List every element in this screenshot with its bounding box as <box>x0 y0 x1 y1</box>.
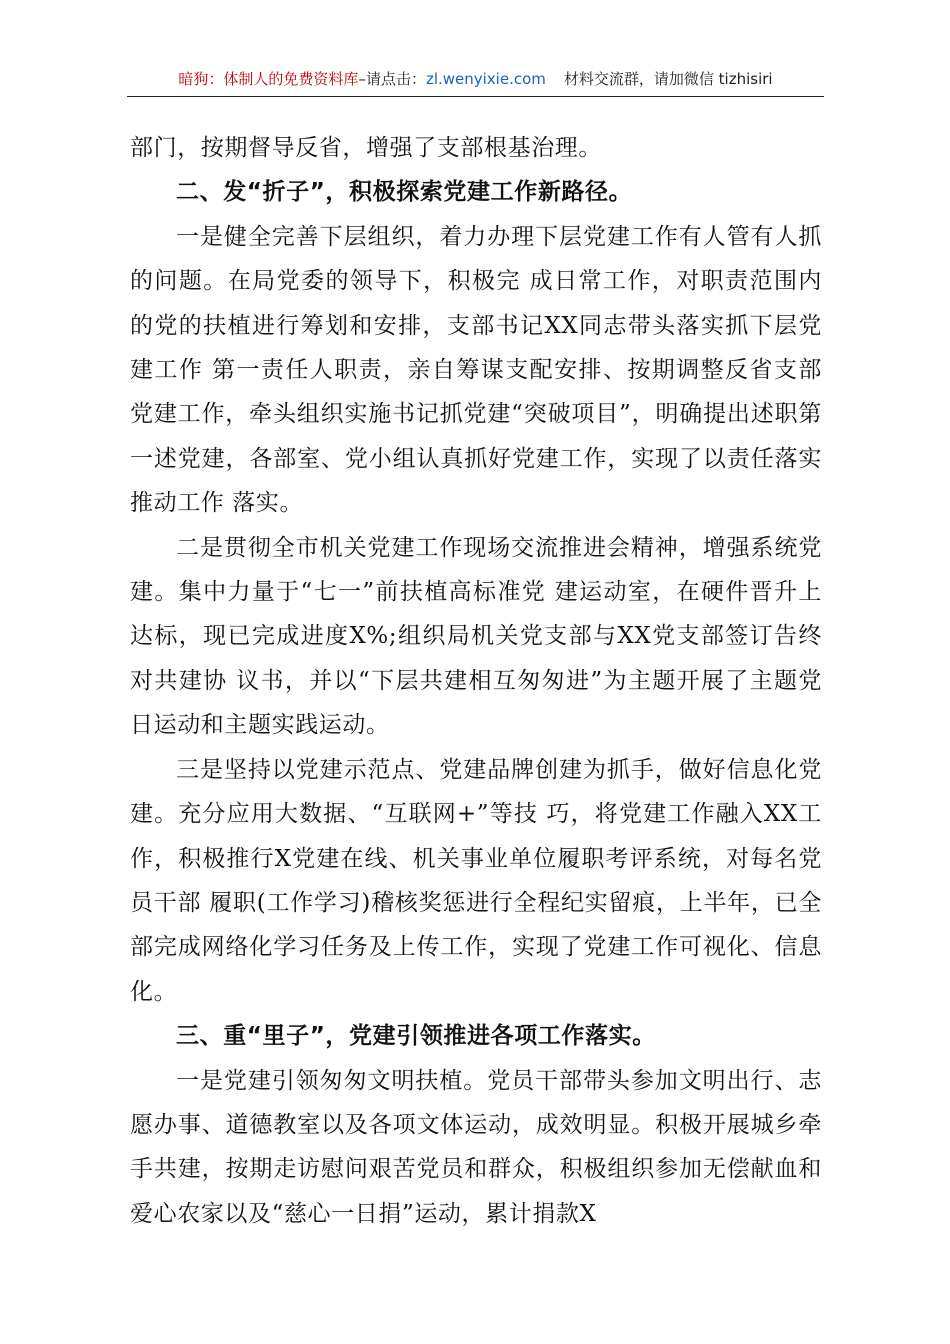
header-brand: 暗狗：体制人的免费资料库 <box>178 70 359 88</box>
paragraph-item-2: 二是贯彻全市机关党建工作现场交流推进会精神，增强系统党建。集中力量于“七一”前扶植高标准党 建运动室，在硬件晋升上达标，现已完成进度X%;组织局机关党支部与XX党支部签订告终对共建协 议书，并以“下层共建相互匆匆进”为主题开展了主题党日运动和主题实践运动。 <box>130 534 822 739</box>
header-click-prompt: –请点击： <box>358 70 426 88</box>
paragraph-item-1: 一是健全完善下层组织，着力办理下层党建工作有人管有人抓的问题。在局党委的领导下，积极完 成日常工作，对职责范围内的党的扶植进行筹划和安排，支部书记XX同志带头落实抓下层党建工作 第一责任人职责，亲自筹谋支配安排、按期调整反省支部党建工作，牵头组织实施书记抓党建“突破项目”，明确提出述职第一述党建，各部室、党小组认真抓好党建工作，实现了以责任落实推动工作 落实。 <box>130 223 822 517</box>
header-group-note: 材料交流群，请加微信 tizhisiri <box>563 70 773 88</box>
paragraph-continuation: 部门，按期督导反省，增强了支部根基治理。 <box>130 135 602 161</box>
section-heading-3: 三、重“里子”，党建引领推进各项工作落实。 <box>176 1023 656 1050</box>
paragraph-item-3: 三是坚持以党建示范点、党建品牌创建为抓手，做好信息化党建。充分应用大数据、“互联网+”等技 巧，将党建工作融入XX工作，积极推行X党建在线、机关事业单位履职考评系统，对每名党员干部 履职(工作学习)稽核奖惩进行全程纪实留痕，上半年，已全部完成网络化学习任务及上传工作，实现了党建工作可视化、信息化。 <box>130 756 822 1005</box>
section-heading-2: 二、发“折子”，积极探索党建工作新路径。 <box>176 179 633 206</box>
header-link[interactable]: zl.wenyixie.com <box>425 70 546 88</box>
page-header <box>127 68 824 97</box>
document-body <box>130 126 822 1236</box>
paragraph-item-4: 一是党建引领匆匆文明扶植。党员干部带头参加文明出行、志愿办事、道德教室以及各项文体运动，成效明显。积极开展城乡牵手共建，按期走访慰问艰苦党员和群众，积极组织参加无偿献血和 爱心农家以及“慈心一日捐”运动，累计捐款X <box>130 1067 822 1227</box>
